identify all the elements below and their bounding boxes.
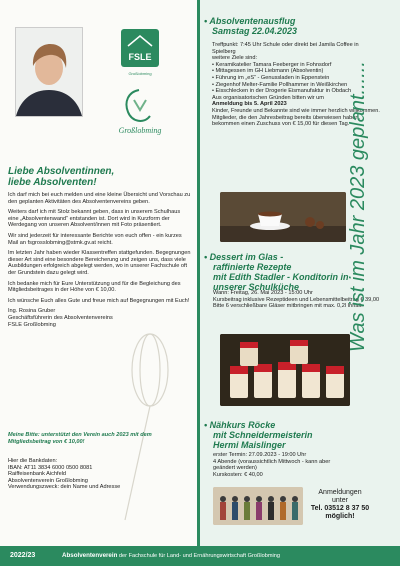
- contact-phone: Tel. 03512 8 37 50: [310, 505, 370, 512]
- list-item: • Keramikatelier Tamara Feeberger in Fohnsdorf: [212, 61, 332, 68]
- excursion-welcome: Kinder, Freunde und Bekannte sind wie immer herzlich willkommen.: [212, 107, 380, 114]
- fsle-logo-sub: Großlobming: [128, 71, 152, 76]
- bullet-icon: •: [204, 16, 208, 26]
- contact-line-3: möglich!: [325, 513, 355, 520]
- list-item: • Ziegenhof Melter-Familie Pollhammer in Weißkirchen: [212, 81, 348, 88]
- paragraph: Im letzten Jahr haben wieder Klassentreffen stattgefunden. Begegnungen dieser Art sind eine besondere Bereicherung und zeigen uns, dass viele Ausbildungen erfolgreich abgelegt werden, wo in unserer Fachschule oft der Grundstein dazu gelegt wird.: [8, 250, 191, 276]
- whisk-icon: [95, 330, 185, 530]
- dessert-title-text: Dessert im Glas -: [209, 252, 284, 262]
- signature-role: Geschäftsführerin des Absolventenvereins: [8, 314, 113, 321]
- contact-line-2: unter: [332, 497, 348, 504]
- greeting-line-2: liebe Absolventen!: [8, 177, 97, 188]
- bank-title: Hier die Bankdaten:: [8, 458, 58, 464]
- bank-name: Raiffeisenbank Aichfeld: [8, 471, 67, 478]
- portrait-photo: [15, 27, 83, 117]
- excursion-meetpoint: Treffpunkt: 7:45 Uhr Schule oder direkt bei Jamila Coffee in Spielberg: [212, 42, 359, 55]
- bank-iban: IBAN: AT11 3834 6000 0500 8081: [8, 464, 93, 471]
- footer-org-rest: der Fachschule für Land- und Ernährungswirtschaft Großlobming: [117, 553, 280, 559]
- contact-line-1: Anmeldungen: [318, 489, 362, 496]
- intro-text: [8, 192, 191, 328]
- sewing-subtitle: [213, 430, 393, 450]
- greeting-line-1: Liebe Absolventinnen,: [8, 166, 115, 177]
- footer-year: 2022/23: [10, 552, 36, 559]
- greeting-title: [8, 166, 193, 188]
- contact-info: [300, 489, 380, 521]
- paragraph: Ich bedanke mich für Eure Unterstützung und für die Begleichung des Mitgliedsbeitrages in der Höhe von € 10,00.: [8, 280, 181, 294]
- paragraph: Wir sind jederzeit für interessante Berichte von euch offen - ein kurzes Mail an fsgrosslobming@stmk.gv.at reicht.: [8, 232, 182, 246]
- dessert-sub-2: unserer Schulküche: [213, 282, 300, 292]
- grosslobming-logo-text: Großlobming: [118, 126, 162, 135]
- bullet-icon: •: [204, 420, 208, 430]
- dessert-title-line-2: raffinierte Rezepte: [213, 262, 292, 272]
- list-item: • Eisschlecken in der Drogerie Eismanufaktur in Obdach: [212, 88, 352, 95]
- fsle-logo-text: FSLE: [128, 52, 152, 62]
- sewing-details: [213, 452, 348, 478]
- list-item: • Mittagessen im GH Liebmann (Absolventin): [212, 68, 324, 75]
- dessert-when: Wann: Freitag, 26. Mai 2023 - 15:00 Uhr: [213, 290, 313, 296]
- membership-plea: Meine Bitte: unterstützt den Verein auch 2023 mit dem Mitgliedsbeitrag von € 10,00!: [8, 432, 152, 445]
- excursion-org-note: Aus organisatorischen Gründen bitten wir um: [212, 94, 324, 101]
- bank-purpose: Verwendungszweck: dein Name und Adresse: [8, 484, 121, 491]
- sewing-first: erster Termin: 27.09.2023 - 19:00 Uhr: [213, 452, 307, 458]
- bullet-icon: •: [204, 252, 208, 262]
- footer-org: [62, 552, 280, 559]
- vertical-heading: Was ist im Jahr 2023 geplant......: [347, 61, 369, 352]
- excursion-title: [204, 16, 394, 26]
- group-photo: [213, 487, 303, 525]
- signature-name: Ing. Rosina Gruber: [8, 308, 56, 315]
- sewing-title-text: Nähkurs Röcke: [209, 420, 276, 430]
- sewing-cost: Kurskosten: € 40,00: [213, 471, 263, 478]
- dessert-fee: Kursbeitrag inklusive Rezeptideen und Lebensmittelbeitrag € 39,00: [213, 296, 380, 303]
- sewing-sub-2: Hermi Maislinger: [213, 440, 286, 450]
- dessert-glasses: Bitte 6 verschließbare Gläser mitbringen mit max. 0,2l Inhalt.: [213, 303, 363, 310]
- sewing-sub-1: mit Schneidermeisterin: [213, 430, 313, 440]
- footer-org-bold: Absolventenverein: [62, 552, 118, 559]
- dessert-sub-1: mit Edith Stadler - Konditorin in: [213, 272, 349, 282]
- excursion-intro: weitere Ziele sind:: [212, 55, 258, 62]
- sewing-evenings: 4 Abende (voraussichtlich Mittwoch - kann aber geändert werden): [213, 458, 331, 472]
- signature-org: FSLE Großlobming: [8, 321, 56, 328]
- fsle-logo: [120, 28, 160, 68]
- paragraph: Ich darf mich bei euch melden und eine kleine Übersicht und Vorschau zu den geplanten Aktivitäten des Absolventenvereins geben.: [8, 192, 191, 205]
- sewing-title: [204, 420, 394, 430]
- footer-bar: [0, 546, 400, 566]
- dessert-photo: [220, 334, 350, 406]
- excursion-deadline: Anmeldung bis 5. April 2023: [212, 101, 287, 108]
- excursion-title-text: Absolventenausflug: [209, 16, 296, 26]
- paragraph: Weiters darf ich mit Stolz bekannt geben, dass in unserem Schulhaus eine „Absolventenwand“ entstanden ist. Dort wird in Kurzform der Werdegang von unseren Absolvent/innen mit Foto präsentiert.: [8, 209, 181, 229]
- coffee-photo: [220, 192, 346, 242]
- list-item: • Führung im „eS“ - Genussladen in Eppenstein: [212, 74, 330, 81]
- bank-account: Absolventenverein Großlobming: [8, 477, 88, 484]
- excursion-members: Mitglieder, die den Jahresbeitrag bereits überwiesen haben, bekommen einen Zuschuss von € 15,00 für diesen Tag.: [212, 114, 361, 128]
- grosslobming-logo: [112, 86, 167, 138]
- bank-details: [8, 458, 191, 491]
- excursion-date: Samstag 22.04.2023: [212, 26, 298, 36]
- signature-block: [8, 308, 191, 328]
- paragraph: Ich wünsche Euch alles Gute und freue mich auf Begegnungen mit Euch!: [8, 297, 190, 304]
- person-portrait-icon: [16, 28, 82, 116]
